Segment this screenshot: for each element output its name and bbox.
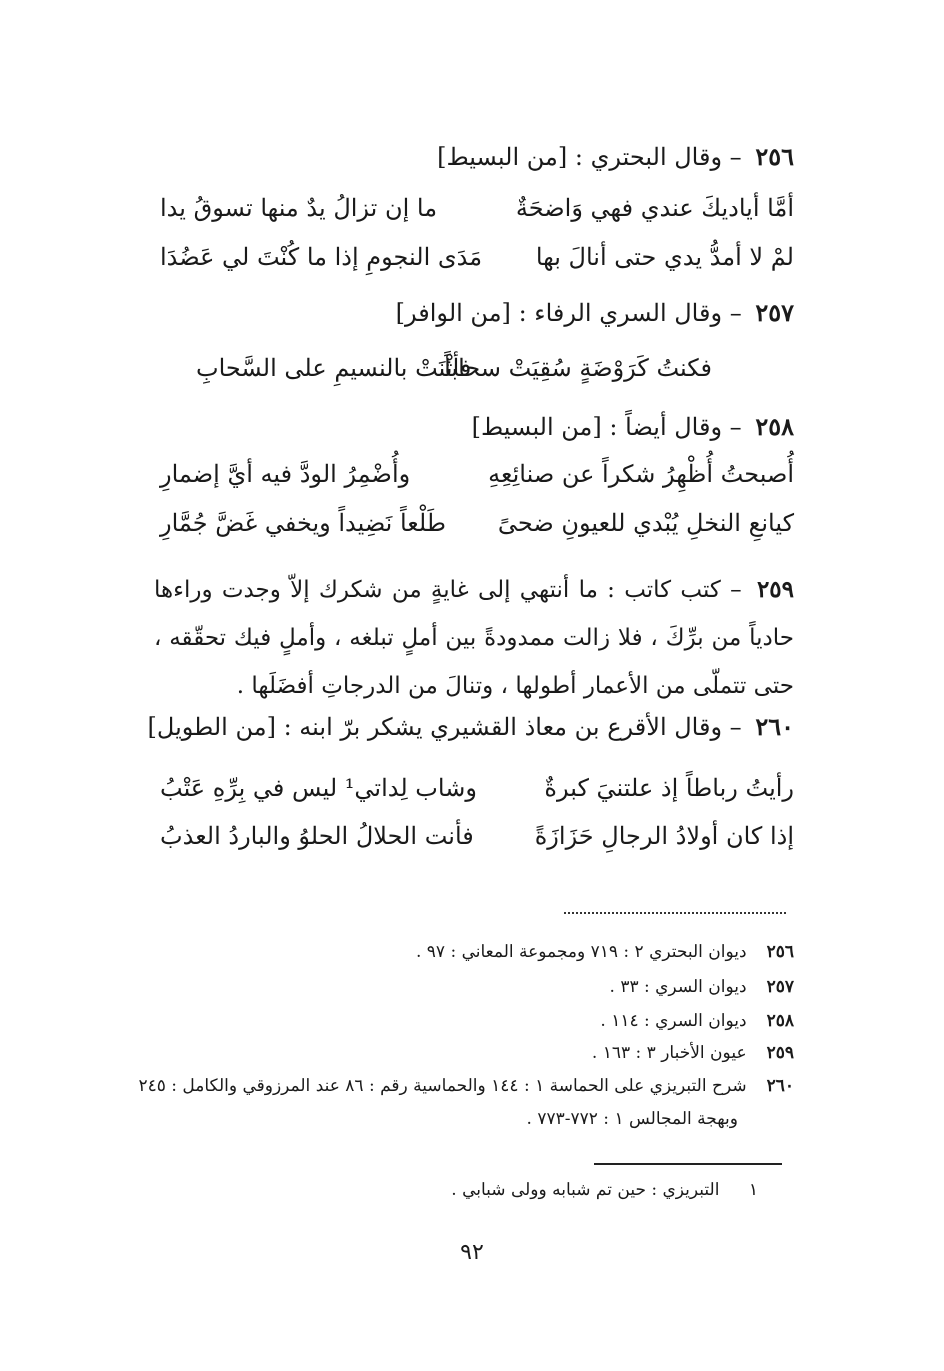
entry-intro: – وقال أيضاً :	[609, 413, 742, 441]
meter-label: [من البسيط]	[471, 413, 602, 441]
footnote-text: شرح التبريزي على الحماسة ١ : ١٤٤ والحماسية رقم : ٨٦ عند المرزوقي والكامل : ٢٤٥	[138, 1076, 747, 1096]
verse-hemistich-left: ما إن تزالُ يدٌ منها تسوقُ يدا	[160, 194, 438, 222]
footnote-divider	[564, 912, 786, 914]
entry-intro: – وقال البحتري :	[574, 143, 742, 171]
entry-257-heading	[396, 298, 794, 327]
entry-number: ٢٥٩	[756, 576, 794, 603]
verse-hemistich-right: لمْ لا أمدُّ يدي حتى أنالَ بها	[535, 243, 794, 271]
entry-number: ٢٦٠	[755, 712, 794, 741]
entry-260-heading	[148, 712, 794, 741]
footnote	[416, 942, 794, 962]
meter-label: [من البسيط]	[437, 143, 568, 171]
verse-hemistich-left: فأنت الحلالُ الحلوُ والباردُ العذبُ	[160, 822, 474, 850]
entry-number: ٢٥٨	[755, 412, 794, 441]
verse-hemistich-right: إذا كان أولادُ الرجالِ حَزَازَةً	[534, 822, 794, 850]
meter-label: [من الوافر]	[395, 299, 511, 327]
page-number: ٩٢	[460, 1240, 484, 1265]
verse-hemistich-left: وشاب لِداتي¹ ليس في بِرِّهِ عَتْبُ	[160, 774, 477, 802]
verse-hemistich-right: أُصبحتُ أُظْهِرُ شكراً عن صنائِعِهِ	[488, 460, 794, 488]
verse-hemistich-left: فأثْنَتْ بالنسيمِ على السَّحابِ	[196, 354, 472, 382]
verse-hemistich-left: مَدَى النجومِ إذا ما كُنْتَ لي عَضُدَا	[160, 243, 483, 271]
margin-note-text: التبريزي : حين تم شبابه وولى شبابي .	[451, 1180, 720, 1200]
entry-text: – كتب كاتب : ما أنتهي إلى غايةٍ من شكرك إلاّ وجدت وراءها حادياً من برِّكَ ، فلا زالت ممدودةً بين أملٍ تبلغه ، وأملٍ فيك تحقّقه ، حتى تتملّى من الأعمار أطولها ، وتنالَ من الدرجاتِ أفضَلَها .	[154, 577, 794, 699]
verse-hemistich-right: رأيتُ رباطاً إذ علتنيَ كبرةٌ	[544, 774, 794, 802]
footnote-number: ٢٥٨	[766, 1011, 794, 1031]
footnote	[600, 1011, 794, 1031]
entry-number: ٢٥٦	[755, 142, 794, 171]
entry-intro: – وقال الأقرع بن معاذ القشيري يشكر برّ ابنه :	[283, 713, 742, 741]
footnote	[592, 1043, 794, 1063]
verse-hemistich-right: فكنتُ كَرَوْضَةٍ سُقِيَتْ سحاباً	[444, 354, 712, 382]
margin-note	[451, 1180, 758, 1200]
footnote-number: ٢٦٠	[766, 1076, 794, 1096]
entry-256-heading	[437, 142, 794, 171]
entry-number: ٢٥٧	[755, 298, 794, 327]
meter-label: [من الطويل]	[147, 713, 276, 741]
margin-note-number: ١	[748, 1180, 758, 1200]
footnote-text: عيون الأخبار ٣ : ١٦٣ .	[591, 1043, 747, 1063]
verse-hemistich-left: وأُضْمِرُ الودَّ فيه أيَّ إضمارِ	[160, 460, 411, 488]
footnote-text: ديوان البحتري ٢ : ٧١٩ ومجموعة المعاني : ٩٧ .	[415, 942, 747, 962]
verse-hemistich-right: أمَّا أياديكَ عندي فهي وَاضحَةٌ	[515, 194, 794, 222]
footnote-number: ٢٥٩	[766, 1043, 794, 1063]
footnote	[138, 1076, 794, 1096]
entry-259-prose	[154, 566, 794, 710]
verse-hemistich-left: طَلْعاً نَضِيداً ويخفي غَضَّ جُمَّارِ	[160, 509, 446, 537]
verse-hemistich-right: كيانعِ النخلِ يُبْدي للعيونِ ضحىً	[497, 509, 794, 537]
footnote	[610, 977, 794, 997]
entry-258-heading	[472, 412, 794, 441]
footnote-number: ٢٥٧	[766, 977, 794, 997]
footnote-text: ديوان السري : ٣٣ .	[609, 977, 747, 997]
footnote-continuation: وبهجة المجالس ١ : ٧٧٢-٧٧٣ .	[526, 1109, 738, 1129]
footnote-text: ديوان السري : ١١٤ .	[600, 1011, 747, 1031]
footnote-number: ٢٥٦	[766, 942, 794, 962]
margin-note-divider	[594, 1163, 782, 1165]
entry-intro: – وقال السري الرفاء :	[518, 299, 742, 327]
